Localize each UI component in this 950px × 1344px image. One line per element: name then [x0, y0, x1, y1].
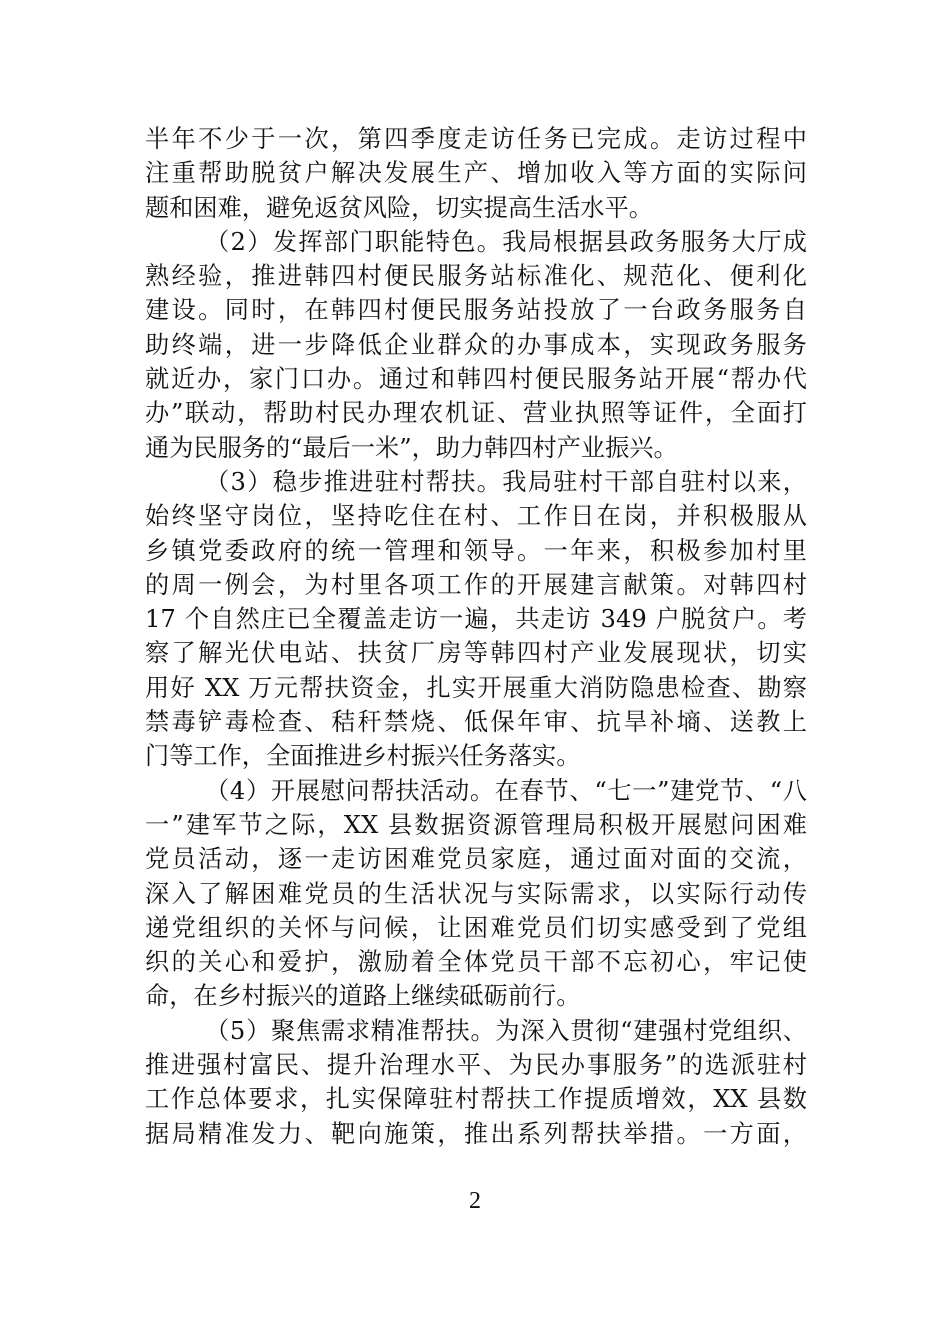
- text-line: 禁毒铲毒检查、秸秆禁烧、低保年审、抗旱补墒、送教上: [145, 708, 807, 737]
- text-line: 的周一例会，为村里各项工作的开展建言献策。对韩四村: [145, 570, 807, 599]
- text-line: 命，在乡村振兴的道路上继续砥砺前行。: [145, 982, 581, 1011]
- text-line: 通为民服务的“最后一米”，助力韩四村产业振兴。: [145, 433, 678, 462]
- text-line: 织的关心和爱护，激励着全体党员干部不忘初心，牢记使: [145, 948, 807, 977]
- text-line: 建设。同时，在韩四村便民服务站投放了一台政务服务自: [145, 296, 807, 325]
- text-line: 题和困难，避免返贫风险，切实提高生活水平。: [145, 193, 653, 222]
- text-line: 一”建军节之际，XX 县数据资源管理局积极开展慰问困难: [145, 810, 807, 839]
- text-line: 办”联动，帮助村民办理农机证、营业执照等证件，全面打: [145, 399, 807, 428]
- body-text: [145, 122, 807, 1151]
- text-line: 始终坚守岗位，坚持吃住在村、工作日在岗，并积极服从: [145, 502, 807, 531]
- paragraph-heading-2: （2）发挥部门职能特色。我局根据县政务服务大厅成: [205, 227, 807, 256]
- paragraph-heading-5: （5）聚焦需求精准帮扶。为深入贯彻“建强村党组织、: [205, 1016, 807, 1045]
- text-line: 17 个自然庄已全覆盖走访一遍，共走访 349 户脱贫户。考: [145, 605, 807, 634]
- text-line: 党员活动，逐一走访困难党员家庭，通过面对面的交流，: [145, 845, 807, 874]
- text-line: 深入了解困难党员的生活状况与实际需求，以实际行动传: [145, 879, 807, 908]
- text-line: 察了解光伏电站、扶贫厂房等韩四村产业发展现状，切实: [145, 639, 807, 668]
- paragraph-heading-3: （3）稳步推进驻村帮扶。我局驻村干部自驻村以来，: [205, 467, 807, 496]
- text-line: 助终端，进一步降低企业群众的办事成本，实现政务服务: [145, 330, 807, 359]
- text-line: 推进强村富民、提升治理水平、为民办事服务”的选派驻村: [145, 1051, 807, 1080]
- text-line: 注重帮助脱贫户解决发展生产、增加收入等方面的实际问: [145, 159, 807, 188]
- text-line: 半年不少于一次，第四季度走访任务已完成。走访过程中: [145, 125, 807, 153]
- text-line: 递党组织的关怀与问候，让困难党员们切实感受到了党组: [145, 913, 807, 942]
- page-number: 2: [469, 1188, 481, 1214]
- text-line: 熟经验，推进韩四村便民服务站标准化、规范化、便利化: [145, 262, 807, 291]
- text-line: 乡镇党委政府的统一管理和领导。一年来，积极参加村里: [145, 536, 807, 565]
- text-line: 据局精准发力、靶向施策，推出系列帮扶举措。一方面，: [145, 1119, 807, 1148]
- paragraph-heading-4: （4）开展慰问帮扶活动。在春节、“七一”建党节、“八: [205, 776, 807, 805]
- text-line: 工作总体要求，扎实保障驻村帮扶工作提质增效，XX 县数: [145, 1085, 807, 1114]
- text-line: 就近办，家门口办。通过和韩四村便民服务站开展“帮办代: [145, 365, 807, 394]
- text-line: 用好 XX 万元帮扶资金，扎实开展重大消防隐患检查、勘察: [145, 673, 807, 702]
- text-line: 门等工作，全面推进乡村振兴任务落实。: [145, 742, 581, 771]
